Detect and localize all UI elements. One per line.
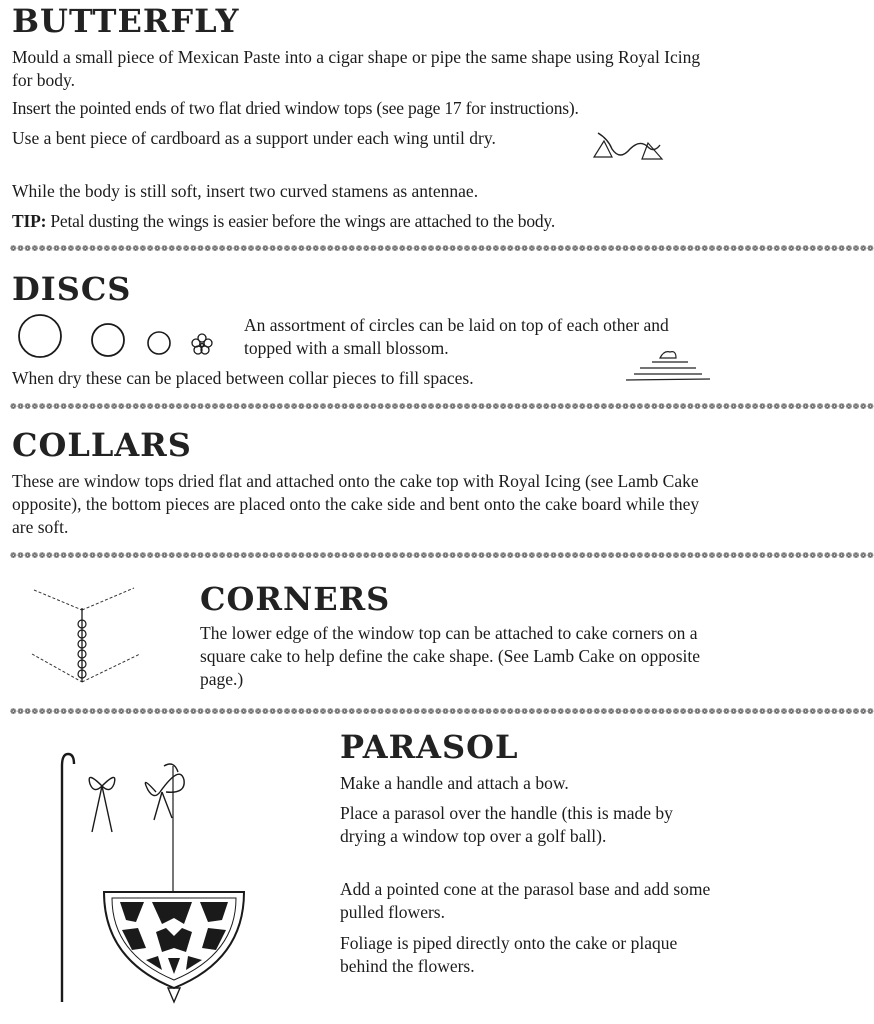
collars-title: COLLARS xyxy=(12,426,192,464)
divider-4: ❁❁❁❁❁❁❁❁❁❁❁❁❁❁❁❁❁❁❁❁❁❁❁❁❁❁❁❁❁❁❁❁❁❁❁❁❁❁❁❁❁❁❁❁❁❁❁❁❁❁❁❁❁❁❁❁❁❁❁❁❁❁❁❁❁❁❁❁❁❁❁❁❁❁❁❁❁❁❁❁❁❁❁❁❁❁❁❁❁❁❁❁❁❁❁❁❁❁❁❁❁❁❁❁❁❁❁❁❁❁❁❁❁❁❁❁❁❁❁❁ xyxy=(10,707,874,716)
parasol-para-2: Place a parasol over the handle (this is made by drying a window top over a golf ball). xyxy=(340,803,673,846)
discs-para-1: An assortment of circles can be laid on top of each other and topped with a small blossom. xyxy=(244,315,669,358)
tip-label: TIP: xyxy=(12,211,47,231)
butterfly-title: BUTTERFLY xyxy=(12,2,240,40)
divider-3: ❁❁❁❁❁❁❁❁❁❁❁❁❁❁❁❁❁❁❁❁❁❁❁❁❁❁❁❁❁❁❁❁❁❁❁❁❁❁❁❁❁❁❁❁❁❁❁❁❁❁❁❁❁❁❁❁❁❁❁❁❁❁❁❁❁❁❁❁❁❁❁❁❁❁❁❁❁❁❁❁❁❁❁❁❁❁❁❁❁❁❁❁❁❁❁❁❁❁❁❁❁❁❁❁❁❁❁❁❁❁❁❁❁❁❁❁❁❁❁❁ xyxy=(10,551,874,560)
divider-1: ❁❁❁❁❁❁❁❁❁❁❁❁❁❁❁❁❁❁❁❁❁❁❁❁❁❁❁❁❁❁❁❁❁❁❁❁❁❁❁❁❁❁❁❁❁❁❁❁❁❁❁❁❁❁❁❁❁❁❁❁❁❁❁❁❁❁❁❁❁❁❁❁❁❁❁❁❁❁❁❁❁❁❁❁❁❁❁❁❁❁❁❁❁❁❁❁❁❁❁❁❁❁❁❁❁❁❁❁❁❁❁❁❁❁❁❁❁❁❁❁ xyxy=(10,244,874,253)
corners-para-1: The lower edge of the window top can be attached to cake corners on a square cake to help define the cake shape. (See Lamb Cake on opposite page.) xyxy=(200,623,701,689)
butterfly-para-3: Use a bent piece of cardboard as a support under each wing until dry. xyxy=(12,128,496,148)
butterfly-tip xyxy=(12,210,722,233)
corners-title: CORNERS xyxy=(200,580,391,618)
disc-circles-illustration xyxy=(14,312,224,362)
parasol-para-4: Foliage is piped directly onto the cake or plaque behind the flowers. xyxy=(340,933,678,976)
parasol-title: PARASOL xyxy=(340,728,519,766)
corner-collar-sketch xyxy=(30,584,150,694)
tip-text: Petal dusting the wings is easier before the wings are attached to the body. xyxy=(50,211,556,231)
butterfly-para-1: Mould a small piece of Mexican Paste into a cigar shape or pipe the same shape using Royal Icing for body. xyxy=(12,47,701,90)
parasol-para-3: Add a pointed cone at the parasol base and add some pulled flowers. xyxy=(340,879,711,922)
discs-para-2: When dry these can be placed between collar pieces to fill spaces. xyxy=(12,368,474,388)
butterfly-para-2: Insert the pointed ends of two flat dried window tops (see page 17 for instructions). xyxy=(12,98,579,118)
stacked-discs-sketch xyxy=(626,348,710,384)
parasol-para-1: Make a handle and attach a bow. xyxy=(340,773,569,793)
parasol-illustration xyxy=(96,752,256,1010)
collars-para-1: These are window tops dried flat and attached onto the cake top with Royal Icing (see Lamb Cake opposite), the bottom pieces are placed onto the cake side and bent onto the cake board while they are soft. xyxy=(12,471,700,537)
divider-2: ❁❁❁❁❁❁❁❁❁❁❁❁❁❁❁❁❁❁❁❁❁❁❁❁❁❁❁❁❁❁❁❁❁❁❁❁❁❁❁❁❁❁❁❁❁❁❁❁❁❁❁❁❁❁❁❁❁❁❁❁❁❁❁❁❁❁❁❁❁❁❁❁❁❁❁❁❁❁❁❁❁❁❁❁❁❁❁❁❁❁❁❁❁❁❁❁❁❁❁❁❁❁❁❁❁❁❁❁❁❁❁❁❁❁❁❁❁❁❁❁ xyxy=(10,402,874,411)
butterfly-para-4: While the body is still soft, insert two curved stamens as antennae. xyxy=(12,181,479,201)
discs-title: DISCS xyxy=(12,270,132,308)
butterfly-support-sketch xyxy=(590,127,670,167)
